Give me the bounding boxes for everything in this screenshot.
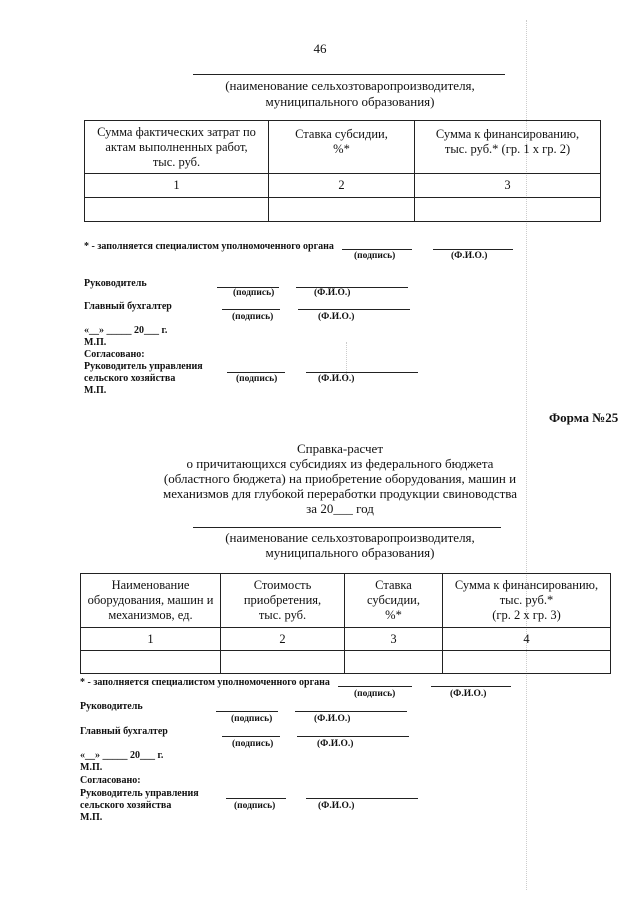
- empty-data-cell: [85, 198, 269, 222]
- empty-data-cell: [269, 198, 415, 222]
- fio-line: [295, 711, 407, 712]
- signature-caption: (подпись): [236, 374, 278, 384]
- fio-caption: (Ф.И.О.): [314, 288, 351, 298]
- agri-head-label-2: сельского хозяйства: [84, 373, 176, 384]
- fio-line: [306, 372, 418, 373]
- signature-caption: (подпись): [232, 739, 274, 749]
- signature-caption: (подпись): [354, 251, 396, 261]
- table-header-cell: [269, 121, 415, 174]
- document-period: за 20___ год: [306, 501, 374, 516]
- column-number-cell: 4: [443, 628, 611, 651]
- signature-line: [216, 711, 278, 712]
- org-caption-line-2: муниципального образования): [265, 545, 435, 560]
- header-text: Стоимость: [253, 578, 312, 592]
- fio-caption: (Ф.И.О.): [318, 312, 355, 322]
- column-number-cell: 2: [269, 174, 415, 198]
- signature-line: [227, 372, 285, 373]
- org-caption-line-2: муниципального образования): [265, 94, 435, 109]
- header-text: тыс. руб.: [258, 608, 307, 622]
- form1-table: [84, 120, 601, 222]
- header-text: Сумма к финансированию,: [454, 578, 599, 592]
- fio-caption: (Ф.И.О.): [318, 374, 355, 384]
- form2-table: [80, 573, 611, 674]
- fio-line: [431, 686, 511, 687]
- org-name-line: [193, 527, 501, 528]
- signature-caption: (подпись): [354, 689, 396, 699]
- header-text: Ставка: [375, 578, 412, 592]
- date-line: «__» _____ 20___ г.: [80, 750, 164, 761]
- table-header-cell: [85, 121, 269, 174]
- header-text: актам выполненных работ,: [105, 139, 248, 154]
- fio-caption: (Ф.И.О.): [314, 714, 351, 724]
- empty-data-cell: [443, 651, 611, 674]
- header-text: Сумма к финансированию,: [435, 127, 580, 141]
- empty-data-cell: [345, 651, 443, 674]
- org-caption-line-1: (наименование сельхозтоваропроизводителя,: [225, 530, 475, 545]
- signature-caption: (подпись): [234, 801, 276, 811]
- column-number-cell: 2: [221, 628, 345, 651]
- fio-line: [306, 798, 418, 799]
- agri-head-label-1: Руководитель управления: [80, 788, 199, 799]
- table-header-cell: [221, 574, 345, 628]
- form-number-label: Форма №25: [549, 410, 619, 425]
- agri-head-label-2: сельского хозяйства: [80, 800, 172, 811]
- header-text: приобретения,: [243, 593, 322, 607]
- table-header-cell: [81, 574, 221, 628]
- header-text: оборудования, машин и: [87, 593, 214, 607]
- signature-caption: (подпись): [233, 288, 275, 298]
- header-text: Наименование: [111, 578, 190, 592]
- header-text: %*: [385, 608, 402, 622]
- header-text: тыс. руб.: [152, 154, 201, 169]
- stamp-placeholder: М.П.: [80, 762, 103, 773]
- fio-caption: (Ф.И.О.): [451, 251, 488, 261]
- signature-line: [226, 798, 286, 799]
- signature-line: [342, 249, 412, 250]
- org-name-line: [193, 74, 505, 75]
- empty-data-cell: [221, 651, 345, 674]
- document-title: Справка-расчет: [296, 441, 384, 456]
- column-number-cell: 3: [415, 174, 601, 198]
- fio-caption: (Ф.И.О.): [317, 739, 354, 749]
- header-text: Сумма фактических затрат по: [97, 124, 256, 139]
- table-header-cell: [443, 574, 611, 628]
- table-header-cell: [415, 121, 601, 174]
- header-text: тыс. руб.* (гр. 1 х гр. 2): [444, 142, 571, 156]
- header-text: субсидии,: [367, 593, 420, 607]
- page-number: 46: [313, 41, 327, 56]
- empty-data-cell: [415, 198, 601, 222]
- fio-caption: (Ф.И.О.): [450, 689, 487, 699]
- chief-accountant-label: Главный бухгалтер: [80, 726, 168, 737]
- agri-head-label-1: Руководитель управления: [84, 361, 203, 372]
- signature-line: [338, 686, 412, 687]
- column-number-cell: 1: [81, 628, 221, 651]
- header-text: %*: [333, 142, 350, 156]
- stamp-placeholder: М.П.: [80, 812, 103, 823]
- agreed-label: Согласовано:: [80, 775, 141, 786]
- signature-line: [222, 309, 280, 310]
- fio-line: [433, 249, 513, 250]
- column-number-cell: 3: [345, 628, 443, 651]
- signature-caption: (подпись): [232, 312, 274, 322]
- header-text: (гр. 2 х гр. 3): [492, 608, 561, 622]
- signature-line: [222, 736, 280, 737]
- head-label: Руководитель: [84, 278, 147, 289]
- fio-line: [296, 287, 408, 288]
- document-subtitle-3: механизмов для глубокой переработки продукции свиноводства: [162, 486, 518, 501]
- head-label: Руководитель: [80, 701, 143, 712]
- column-number-cell: 1: [85, 174, 269, 198]
- fio-line: [298, 309, 410, 310]
- header-text: Ставка субсидии,: [295, 127, 388, 141]
- chief-accountant-label: Главный бухгалтер: [84, 301, 172, 312]
- table-header-cell: [345, 574, 443, 628]
- fio-caption: (Ф.И.О.): [318, 801, 355, 811]
- stamp-placeholder: М.П.: [84, 385, 107, 396]
- document-subtitle-2: (областного бюджета) на приобретение оборудования, машин и: [163, 471, 517, 486]
- header-text: тыс. руб.*: [499, 593, 554, 607]
- stamp-placeholder: М.П.: [84, 337, 107, 348]
- footnote: * - заполняется специалистом уполномоченного органа: [84, 241, 334, 252]
- footnote: * - заполняется специалистом уполномоченного органа: [80, 677, 330, 688]
- empty-data-cell: [81, 651, 221, 674]
- date-line: «__» _____ 20___ г.: [84, 325, 168, 336]
- fio-line: [297, 736, 409, 737]
- org-caption-line-1: (наименование сельхозтоваропроизводителя,: [225, 78, 475, 93]
- signature-caption: (подпись): [231, 714, 273, 724]
- header-text: механизмов, ед.: [108, 608, 193, 622]
- agreed-label: Согласовано:: [84, 349, 145, 360]
- document-subtitle-1: о причитающихся субсидиях из федерального бюджета: [186, 456, 494, 471]
